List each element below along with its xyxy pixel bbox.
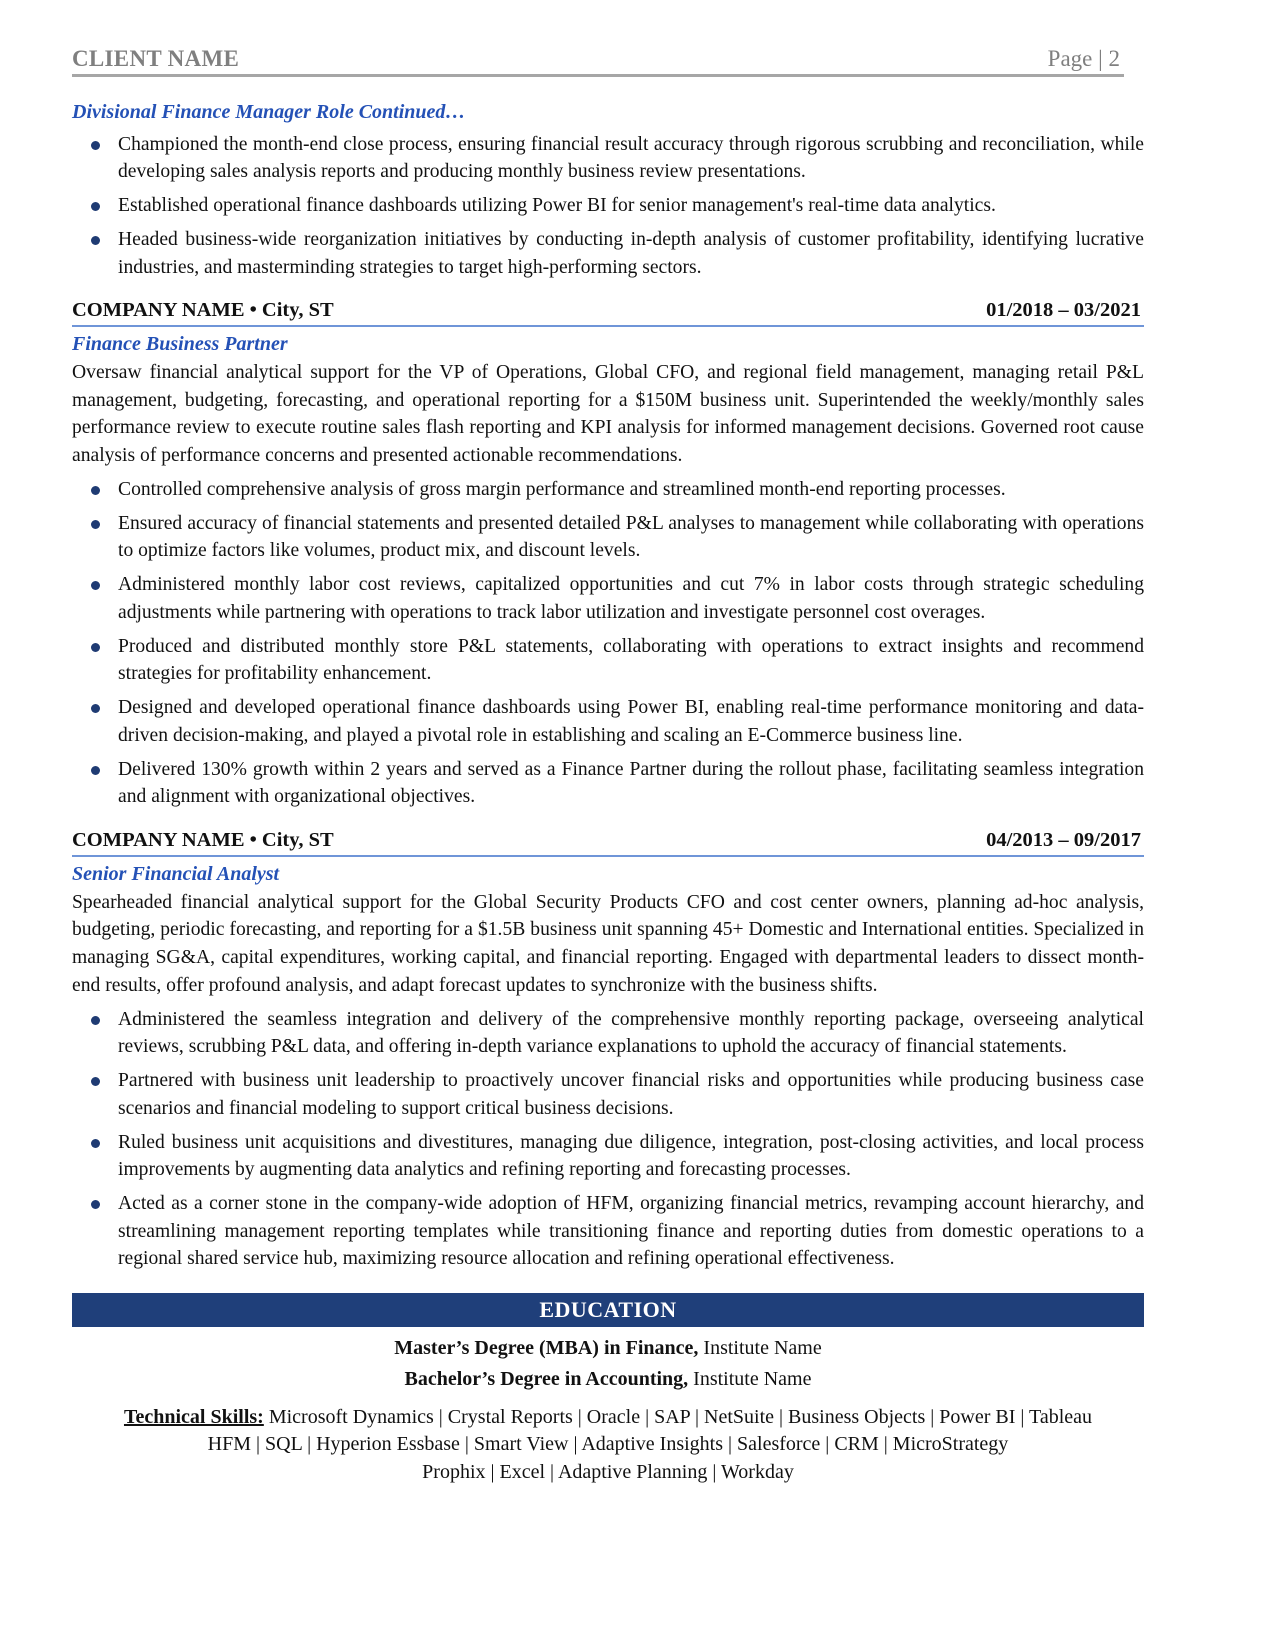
resume-page [72,40,1144,1486]
bullet-text: Acted as a corner stone in the company-wide adoption of HFM, organizing financial metrics, revamping account hierarchy, and streamlining management reporting templates while transitioning finance and reporting duties from domestic operations to a regional shared service hub, maximizing resource allocation and refining operational effectiveness. [118,1193,1144,1270]
bullet-text: Administered the seamless integration and delivery of the comprehensive monthly reporting package, overseeing analytical reviews, scrubbing P&L data, and offering in-depth variance explanations to uphold the accuracy of financial statements. [118,1008,1144,1058]
skills-label: Technical Skills: [123,1405,264,1428]
bullet-icon [91,766,100,775]
job-summary: Oversaw financial analytical support for the VP of Operations, Global CFO, and regional field management, managing retail P&L management, budgeting, forecasting, and operational reporting for a $150M business unit. Superintended the weekly/monthly sales performance review to execute routine sales flash reporting and KPI analysis for informed management decisions. Governed root cause analysis of performance concerns and presented actionable recommendations. [72,362,1144,466]
bullet-icon [91,486,100,495]
degree-entry [72,1333,1144,1364]
bullet-text: Delivered 130% growth within 2 years and served as a Finance Partner during the rollout phase, facilitating seamless integration and alignment with organizational objectives. [118,758,1144,808]
job-bullets [72,1006,1144,1273]
job-dates: 04/2013 – 09/2017 [986,828,1141,851]
bullet-icon [91,1139,100,1148]
bullet-icon [91,1016,100,1025]
list-item [72,571,1144,626]
bullet-text: Partnered with business unit leadership to proactively uncover financial risks and opportunities while producing business case scenarios and financial modeling to support critical business decisions. [118,1070,1144,1119]
education-list [72,1333,1144,1395]
bullet-icon [91,643,100,652]
bullet-icon [91,141,100,150]
list-item [72,476,1144,504]
bullet-text: Produced and distributed monthly store P&L statements, collaborating with operations to extract insights and recommend strategies for profitability enhancement. [118,635,1144,685]
degree-name: Master’s Degree (MBA) in Finance, [394,1336,699,1359]
list-item [72,694,1144,749]
degree-name: Bachelor’s Degree in Accounting, [404,1367,689,1390]
list-item [72,1006,1144,1061]
bullet-text: Designed and developed operational finance dashboards using Power BI, enabling real-time performance monitoring and data-driven decision-making, and played a pivotal role in establishing and scaling an E-Commerce business line. [118,697,1144,746]
bullet-text: Controlled comprehensive analysis of gross margin performance and streamlined month-end reporting processes. [118,478,1006,500]
skills-text: Microsoft Dynamics | Crystal Reports | Oracle | SAP | NetSuite | Business Objects | Power BI | Tableau [263,1405,1093,1428]
bullet-icon [91,236,100,245]
technical-skills [72,1404,1144,1487]
job-title: Finance Business Partner [72,333,288,355]
job-section-finance-business-partner [72,297,1144,811]
list-item [72,756,1144,811]
bullet-icon [91,520,100,529]
job-dates: 01/2018 – 03/2021 [986,299,1141,321]
bullet-icon [91,704,100,713]
bullet-text: Established operational finance dashboards utilizing Power BI for senior management's real-time data analytics. [118,195,996,216]
bullet-icon [91,1200,100,1209]
bullet-text: Championed the month-end close process, ensuring financial result accuracy through rigorous scrubbing and reconciliation, while developing sales analysis reports and producing monthly business review presentations. [118,133,1144,182]
list-item [72,1067,1144,1122]
institution-name: Institute Name [698,1336,822,1359]
running-header [72,40,1124,77]
job-section-senior-financial-analyst [72,827,1144,1273]
page-number: Page | 2 [1047,46,1120,71]
degree-entry [72,1364,1144,1395]
bullet-text: Headed business-wide reorganization initiatives by conducting in-depth analysis of customer profitability, identifying lucrative industries, and masterminding strategies to target high-performing sectors. [118,229,1144,278]
skills-line [72,1404,1144,1432]
company-name: COMPANY NAME • City, ST [72,828,334,851]
bullet-icon [91,581,100,590]
list-item [72,192,1144,220]
job-header [72,297,1144,327]
skills-line: HFM | SQL | Hyperion Essbase | Smart View | Adaptive Insights | Salesforce | CRM | MicroStrategy [207,1433,1009,1456]
continued-role-title: Divisional Finance Manager Role Continued… [72,101,466,123]
job-summary: Spearheaded financial analytical support for the Global Security Products CFO and cost center owners, planning ad-hoc analysis, budgeting, periodic forecasting, and reporting for a $1.5B business unit spanning 45+ Domestic and International entities. Specialized in managing SG&A, capital expenditures, working capital, and financial reporting. Engaged with departmental leaders to dissect month-end results, offer profound analysis, and adapt forecast updates to synchronize with the business shifts. [72,891,1144,996]
education-heading: EDUCATION [72,1293,1144,1327]
job-title: Senior Financial Analyst [72,862,280,885]
company-name: COMPANY NAME • City, ST [72,299,334,321]
continued-bullets [72,131,1144,282]
list-item [72,1129,1144,1184]
list-item [72,510,1144,565]
list-item [72,1190,1144,1273]
list-item [72,633,1144,688]
bullet-icon [91,202,100,211]
client-name: CLIENT NAME [72,46,240,71]
job-header [72,827,1144,857]
bullet-text: Ruled business unit acquisitions and divestitures, managing due diligence, integration, post-closing activities, and local process improvements by augmenting data analytics and refining reporting and forecasting processes. [118,1131,1144,1181]
skills-line: Prophix | Excel | Adaptive Planning | Workday [422,1460,794,1483]
list-item [72,131,1144,186]
list-item [72,226,1144,281]
institution-name: Institute Name [688,1367,812,1390]
bullet-text: Ensured accuracy of financial statements and presented detailed P&L analyses to management while collaborating with operations to optimize factors like volumes, product mix, and discount levels. [118,512,1144,562]
bullet-icon [91,1077,100,1086]
bullet-text: Administered monthly labor cost reviews, capitalized opportunities and cut 7% in labor costs through strategic scheduling adjustments while partnering with operations to track labor utilization and investigate personnel cost overages. [118,574,1144,623]
job-bullets [72,476,1144,811]
